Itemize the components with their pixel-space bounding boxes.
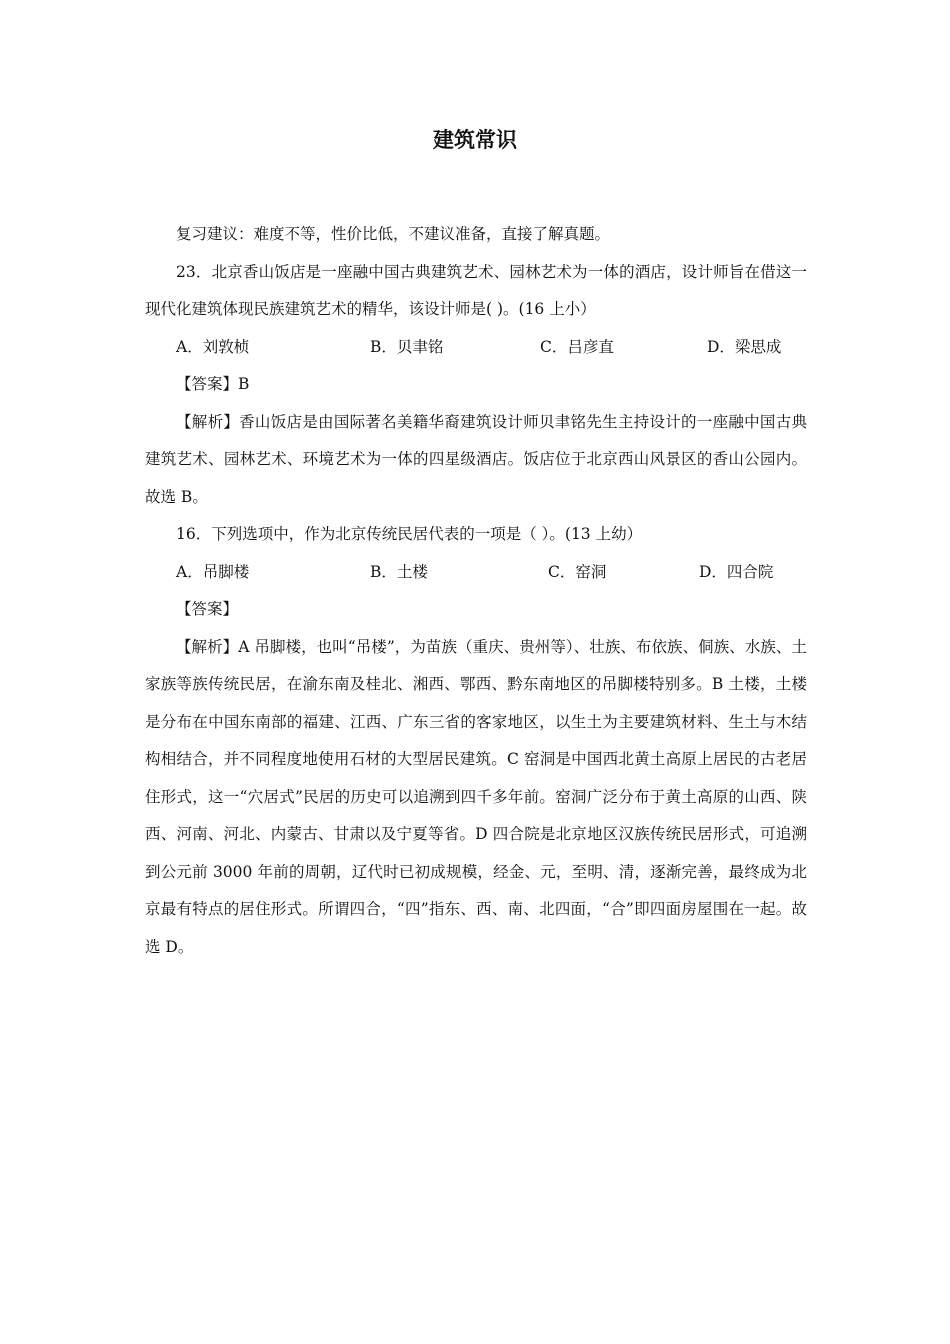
option-b: B．土楼 xyxy=(370,562,428,581)
review-suggestion: 复习建议：难度不等，性价比低，不建议准备，直接了解真题。 xyxy=(176,225,611,243)
option-c: C．窑洞 xyxy=(548,562,607,581)
option-c: C．吕彦直 xyxy=(540,337,614,356)
question-16-stem: 16．下列选项中，作为北京传统民居代表的一项是（ ）。(13 上幼） xyxy=(176,525,643,543)
question-23-analysis: 【解析】香山饭店是由国际著名美籍华裔建筑设计师贝聿铭先生主持设计的一座融中国古典建筑艺术、园林艺术、环境艺术为一体的四星级酒店。饭店位于北京西山风景区的香山公园内。故选 B。 xyxy=(145,412,807,506)
option-a: A．吊脚楼 xyxy=(176,562,250,581)
document-body xyxy=(145,216,807,966)
question-16-options xyxy=(145,554,807,592)
question-16-answer: 【答案】 xyxy=(176,600,239,618)
document-title: 建筑常识 xyxy=(433,128,517,152)
question-23-stem: 23．北京香山饭店是一座融中国古典建筑艺术、园林艺术为一体的酒店，设计师旨在借这一现代化建筑体现民族建筑艺术的精华，该设计师是( )。(16 上小） xyxy=(145,262,807,318)
question-23-options xyxy=(145,329,807,367)
question-23-answer: 【答案】B xyxy=(176,375,250,393)
option-a: A．刘敦桢 xyxy=(176,337,250,356)
option-d: D．四合院 xyxy=(699,562,774,581)
option-d: D．梁思成 xyxy=(707,337,782,356)
question-16-analysis: 【解析】A 吊脚楼，也叫“吊楼”，为苗族（重庆、贵州等）、壮族、布依族、侗族、水族、土家族等族传统民居，在渝东南及桂北、湘西、鄂西、黔东南地区的吊脚楼特别多。B 土楼，土楼是分布在中国东南部的福建、江西、广东三省的客家地区，以生土为主要建筑材料、生土与木结构相结合，并不同程度地使用石材的大型居民建筑。C 窑洞是中国西北黄土高原上居民的古老居住形式，这一“穴居式”民居的历史可以追溯到四千多年前。窑洞广泛分布于黄土高原的山西、陕西、河南、河北、内蒙古、甘肃以及宁夏等省。D 四合院是北京地区汉族传统民居形式，可追溯到公元前 3000 年前的周朝，辽代时已初成规模，经金、元，至明、清，逐渐完善，最终成为北京最有特点的居住形式。所谓四合，“四”指东、西、南、北四面，“合”即四面房屋围在一起。故选 D。 xyxy=(145,637,807,956)
option-b: B．贝聿铭 xyxy=(370,337,444,356)
